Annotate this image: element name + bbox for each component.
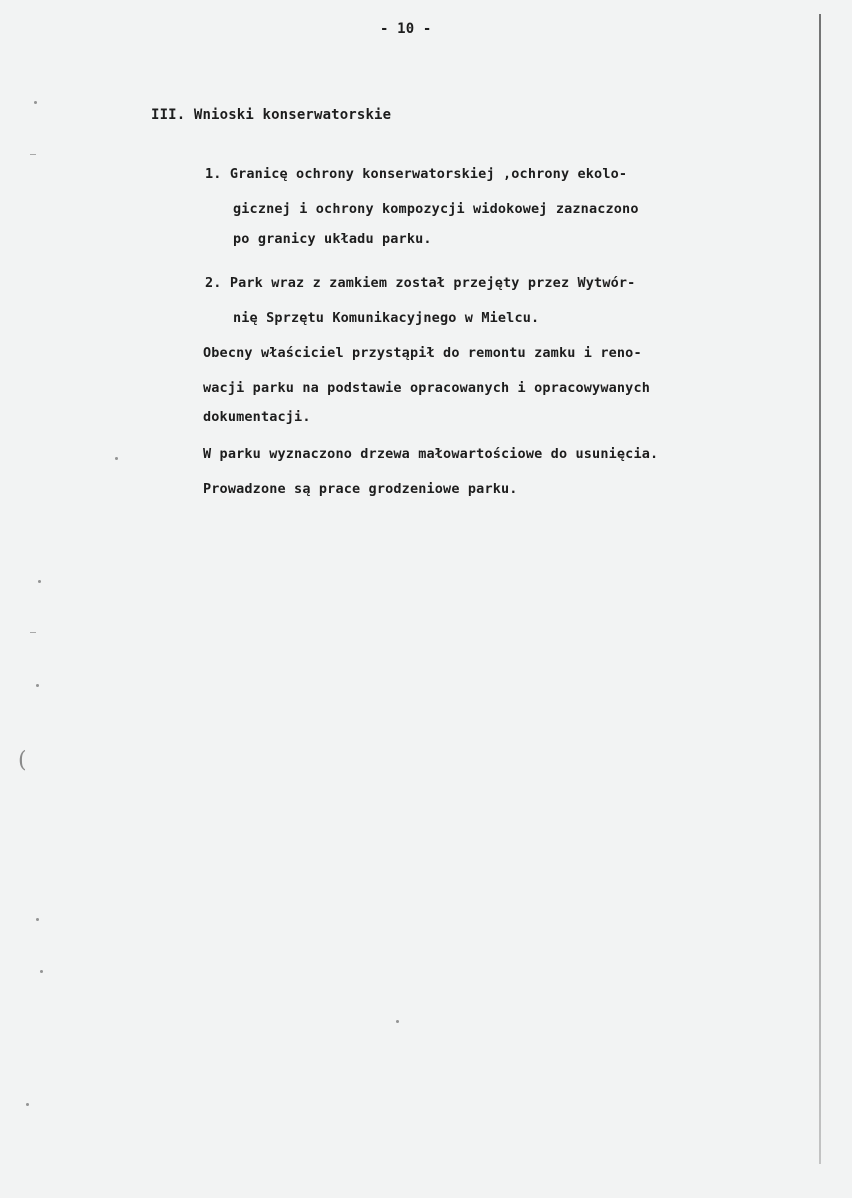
paragraph-5-line-1: Prowadzone są prace grodzeniowe parku. <box>203 481 518 497</box>
scan-speck <box>396 1020 399 1023</box>
paragraph-1-line-2: gicznej i ochrony kompozycji widokowej zaznaczono <box>233 201 639 217</box>
paragraph-1-line-3: po granicy układu parku. <box>233 231 432 247</box>
paragraph-3-line-1: Obecny właściciel przystąpił do remontu zamku i reno- <box>203 345 642 361</box>
scan-speck <box>40 970 43 973</box>
scan-speck <box>38 580 41 583</box>
scan-margin-mark: ( <box>18 748 27 773</box>
paragraph-1-line-1: 1. Granicę ochrony konserwatorskiej ,ochrony ekolo- <box>205 166 628 182</box>
scan-speck <box>34 101 37 104</box>
scan-speck <box>36 684 39 687</box>
scan-speck <box>36 918 39 921</box>
scan-speck <box>115 457 118 460</box>
paragraph-2-line-1: 2. Park wraz z zamkiem został przejęty przez Wytwór- <box>205 275 636 291</box>
scan-speck <box>26 1103 29 1106</box>
scan-mark <box>30 154 36 155</box>
page-number: - 10 - <box>380 21 432 37</box>
paragraph-3-line-3: dokumentacji. <box>203 409 311 425</box>
paragraph-3-line-2: wacji parku na podstawie opracowanych i opracowywanych <box>203 380 650 396</box>
paragraph-2-line-2: nię Sprzętu Komunikacyjnego w Mielcu. <box>233 310 540 326</box>
section-heading: III. Wnioski konserwatorskie <box>151 107 392 123</box>
scan-mark <box>30 632 36 633</box>
paragraph-4-line-1: W parku wyznaczono drzewa małowartościowe do usunięcia. <box>203 446 659 462</box>
page-edge-line <box>819 14 821 1164</box>
